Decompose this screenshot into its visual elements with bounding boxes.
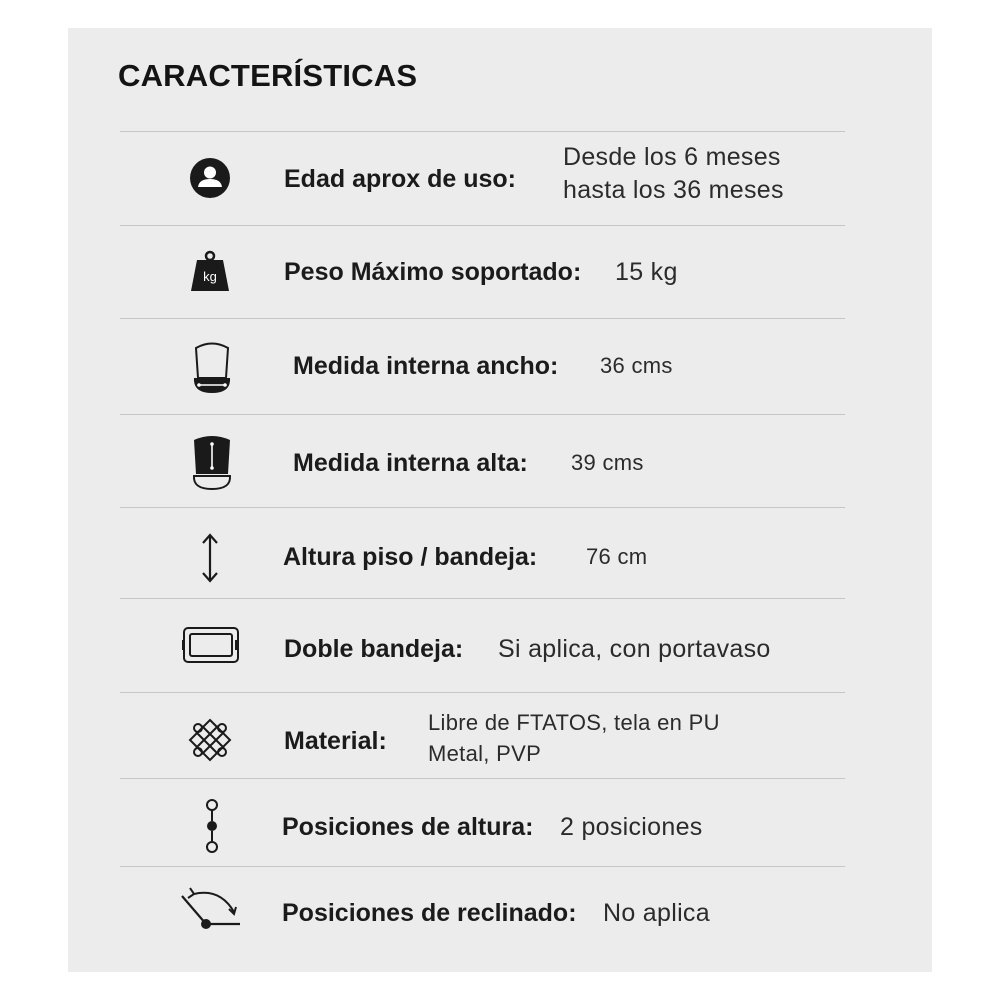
feature-value: 36 cms — [600, 353, 673, 378]
divider — [120, 318, 845, 319]
feature-value: 2 posiciones — [560, 813, 703, 841]
feature-value: No aplica — [603, 899, 710, 927]
feature-label: Peso Máximo soportado: — [284, 258, 582, 286]
feature-value: 15 kg — [615, 258, 678, 286]
tray-icon — [180, 616, 240, 676]
feature-label: Posiciones de reclinado: — [282, 899, 577, 927]
woven-material-icon — [180, 710, 240, 770]
feature-value-line: Libre de FTATOS, tela en PU — [428, 710, 720, 735]
page-title: CARACTERÍSTICAS — [118, 58, 418, 93]
feature-value-line: hasta los 36 meses — [563, 176, 784, 204]
feature-label: Doble bandeja: — [284, 635, 464, 663]
divider — [120, 131, 845, 132]
feature-label: Posiciones de altura: — [282, 813, 534, 841]
seat-width-icon — [182, 338, 242, 398]
seat-height-icon — [182, 432, 242, 492]
feature-value — [563, 141, 784, 207]
recline-angle-icon — [180, 884, 240, 944]
feature-value: 39 cms — [571, 450, 644, 475]
divider — [120, 225, 845, 226]
feature-label: Altura piso / bandeja: — [283, 543, 538, 571]
feature-value-line: Metal, PVP — [428, 741, 542, 766]
weight-kg-icon — [180, 242, 240, 302]
feature-value-line: Desde los 6 meses — [563, 143, 781, 171]
feature-label: Medida interna ancho: — [293, 352, 559, 380]
divider — [120, 507, 845, 508]
weight-unit-text: kg — [203, 269, 217, 284]
divider — [120, 866, 845, 867]
feature-value: Si aplica, con portavaso — [498, 635, 771, 663]
divider — [120, 598, 845, 599]
user-circle-icon — [180, 148, 240, 208]
feature-label: Material: — [284, 727, 387, 755]
feature-value — [428, 707, 720, 769]
divider — [120, 778, 845, 779]
feature-label: Medida interna alta: — [293, 449, 528, 477]
vertical-arrows-icon — [180, 528, 240, 588]
height-positions-icon — [182, 796, 242, 856]
divider — [120, 414, 845, 415]
feature-label: Edad aprox de uso: — [284, 165, 516, 193]
divider — [120, 692, 845, 693]
feature-value: 76 cm — [586, 544, 648, 569]
